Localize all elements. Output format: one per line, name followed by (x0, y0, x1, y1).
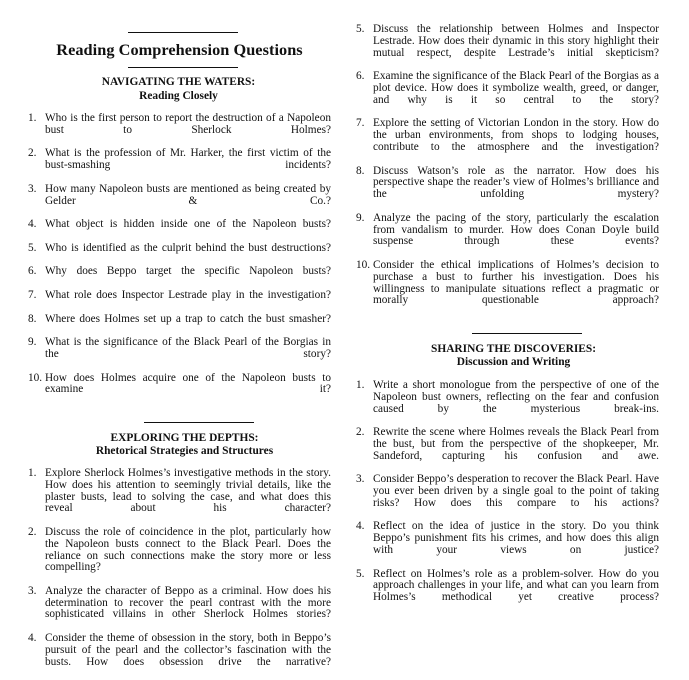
question-number: 5. (356, 567, 365, 580)
question-item (28, 219, 331, 243)
question-item (356, 71, 659, 118)
section-subheading: Rhetorical Strategies and Structures (95, 445, 274, 458)
section-divider (472, 333, 582, 334)
question-number: 2. (28, 147, 37, 160)
question-text: What is the significance of the Black Pearl of the Borgias in the story? (45, 336, 331, 360)
page-title: Reading Comprehension Questions (56, 40, 303, 59)
question-item (356, 260, 659, 319)
question-number: 9. (356, 211, 365, 224)
question-number: 6. (28, 265, 37, 278)
question-list (28, 468, 331, 680)
section-reading-closely (0, 76, 345, 408)
question-item (356, 213, 659, 260)
question-number: 1. (28, 466, 37, 479)
question-number: 7. (28, 288, 37, 301)
question-text: Discuss the role of coincidence in the plot, particularly how the Napoleon busts connect to the Black Pearl. Does the reliance on such connections make the story more or less compelling? (45, 525, 331, 574)
question-item (28, 314, 331, 338)
question-item (28, 184, 331, 219)
question-number: 4. (28, 218, 37, 231)
right-column (344, 0, 689, 616)
question-text: Rewrite the scene where Holmes reveals the Black Pearl from the bust, but from the perspective of the shopkeeper, Mr. Sandeford, capturing his confusion and awe. (373, 426, 659, 462)
question-list (28, 113, 331, 408)
question-item (28, 633, 331, 680)
question-item (356, 474, 659, 521)
question-number: 2. (356, 426, 365, 439)
question-text: What role does Inspector Lestrade play in the investigation? (45, 288, 331, 301)
question-text: Analyze the character of Beppo as a criminal. How does his determination to recover the pearl contrast with the more sophisticated villains in other Sherlock Holmes stories? (45, 584, 331, 621)
question-item (356, 166, 659, 213)
question-text: Discuss the relationship between Holmes and Inspector Lestrade. How does their dynamic in this story highlight their mutual respect, despite Lestrade’s initial skepticism? (373, 23, 659, 59)
question-list (356, 380, 659, 616)
section-discussion-writing (344, 343, 689, 616)
section-heading: NAVIGATING THE WATERS: (101, 76, 256, 88)
question-number: 6. (356, 70, 365, 83)
question-number: 8. (356, 164, 365, 177)
question-text: Consider Beppo’s desperation to recover the Black Pearl. Have you ever been driven by a single goal to the point of taking risks? How does this compare to his actions? (373, 473, 659, 509)
question-item (28, 527, 331, 586)
section-heading: EXPLORING THE DEPTHS: (110, 431, 259, 444)
question-number: 7. (356, 117, 365, 130)
section-subheading: Discussion and Writing (456, 356, 571, 369)
question-text: Who is identified as the culprit behind the bust destructions? (45, 241, 331, 254)
question-item (356, 24, 659, 71)
question-item (28, 290, 331, 314)
question-number: 1. (28, 112, 37, 124)
question-item (28, 243, 331, 267)
question-number: 5. (356, 23, 365, 35)
question-text: Explore the setting of Victorian London in the story. How do the urban environments, from shops to lodging houses, contribute to the atmosphere and the investigation? (373, 117, 659, 153)
question-text: Reflect on the idea of justice in the story. Do you think Beppo’s punishment fits his crimes, and how does this align with your views on justice? (373, 520, 659, 557)
question-item (28, 468, 331, 527)
question-item (28, 586, 331, 633)
question-text: What is the profession of Mr. Harker, the first victim of the bust-smashing incidents? (45, 147, 331, 172)
title-rule-bottom (128, 67, 238, 68)
question-number: 10. (28, 371, 43, 384)
question-text: Analyze the pacing of the story, particularly the escalation from vandalism to murder. How does Conan Doyle build suspense through these events? (373, 211, 659, 248)
question-text: Who is the first person to report the destruction of a Napoleon bust to Sherlock Holmes? (45, 112, 331, 136)
question-item (356, 521, 659, 568)
question-text: Why does Beppo target the specific Napoleon busts? (45, 265, 331, 278)
question-number: 3. (356, 473, 365, 486)
question-text: How does Holmes acquire one of the Napoleon busts to examine it? (45, 371, 331, 396)
question-text: Consider the ethical implications of Holmes’s decision to purchase a bust to further his investigation. Does his willingness to manipulate situations reflect a pragmatic or morally questionable approach? (373, 258, 659, 307)
question-item (356, 427, 659, 474)
question-text: Where does Holmes set up a trap to catch the bust smasher? (45, 312, 331, 325)
question-text: Discuss Watson’s role as the narrator. How does his perspective shape the reader’s view of Holmes’s brilliance and the unfolding mystery? (373, 164, 659, 201)
question-number: 3. (28, 584, 37, 597)
question-item (28, 148, 331, 183)
section-divider (144, 422, 254, 423)
question-item (28, 266, 331, 290)
question-text: How many Napoleon busts are mentioned as being created by Gelder & Co.? (45, 182, 331, 207)
section-heading: SHARING THE DISCOVERIES: (431, 342, 596, 355)
question-text: Explore Sherlock Holmes’s investigative methods in the story. How does his attention to seemingly trivial details, like the plaster busts, lead to solving the case, and what does this reveal about his character? (45, 466, 331, 515)
question-list-continued (356, 24, 659, 319)
question-text: Write a short monologue from the perspective of one of the Napoleon bust owners, reflecting on the fear and confusion caused by the mysterious break-ins. (373, 378, 659, 415)
question-text: Reflect on Holmes’s role as a problem-solver. How do you approach challenges in your life, and what can you learn from Holmes’s methodical yet creative process? (373, 567, 659, 604)
question-number: 5. (28, 241, 37, 254)
question-number: 4. (28, 632, 37, 645)
question-item (28, 337, 331, 372)
question-text: What object is hidden inside one of the Napoleon busts? (45, 218, 331, 231)
question-item (356, 118, 659, 165)
question-text: Examine the significance of the Black Pearl of the Borgias as a plot device. How does it symbolize wealth, greed, or danger, and why is it so central to the story? (373, 70, 659, 106)
section-rhetorical-strategies (0, 432, 345, 680)
question-number: 9. (28, 336, 37, 349)
section-subheading: Reading Closely (139, 89, 218, 102)
question-number: 10. (356, 258, 371, 271)
question-number: 8. (28, 312, 37, 325)
question-item (356, 569, 659, 616)
question-item (28, 113, 331, 148)
question-number: 3. (28, 182, 37, 195)
question-number: 1. (356, 378, 365, 391)
question-item (28, 373, 331, 408)
question-item (356, 380, 659, 427)
question-number: 2. (28, 525, 37, 538)
question-number: 4. (356, 520, 365, 533)
title-rule-top (128, 32, 238, 33)
question-text: Consider the theme of obsession in the story, both in Beppo’s pursuit of the pearl and the collector’s fascination with the busts. How does obsession drive the narrative? (45, 632, 331, 668)
